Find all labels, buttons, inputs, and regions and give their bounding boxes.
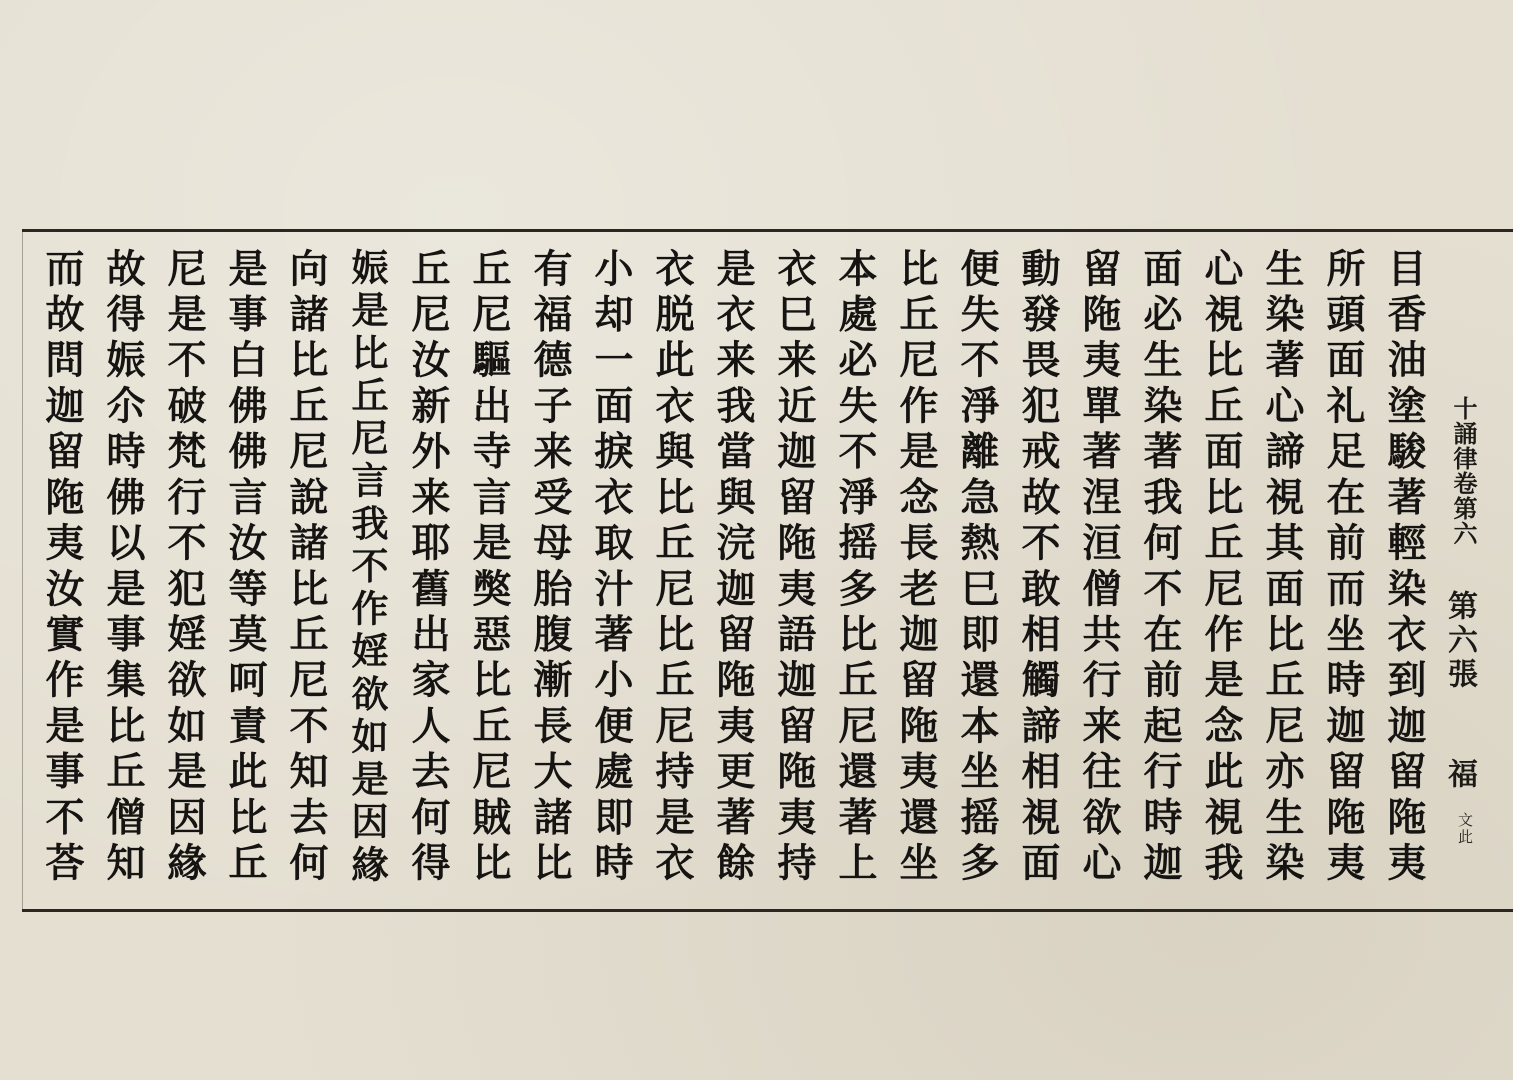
text-column: 尼是不破梵行不犯婬欲如是因緣 [161,248,207,888]
text-column: 而故問迦留陁夷汝實作是事不荅 [39,248,85,888]
text-column: 所頭面礼足在前而坐時迦留陁夷 [1320,248,1366,888]
text-column: 丘尼汝新外来耶舊出家人去何得 [405,248,451,888]
text-column: 衣脱此衣與比丘尼比丘尼持是衣 [649,248,695,888]
text-column: 心視比丘面比丘尼作是念此視我 [1198,248,1244,888]
text-column: 留陁夷單著涅洹僧共行来往欲心 [1076,248,1122,888]
text-column: 本處必失不淨摇多比丘尼還著上 [832,248,878,888]
text-column: 是事白佛佛言汝等莫呵責此比丘 [222,248,268,888]
scroll-title: 十誦律卷第六 [1449,396,1478,546]
text-column: 有福德子来受母胎腹漸長大諸比 [527,248,573,888]
carver-name: 文此 [1456,812,1474,846]
text-column: 娠是比丘尼言我不作婬欲如是因緣 [345,248,389,888]
text-column: 動發畏犯戒故不敢相觸諦相視面 [1015,248,1061,888]
text-column: 便失不淨離急熱巳即還本坐摇多 [954,248,1000,888]
top-border-rule [22,229,1513,232]
series-mark: 福 [1442,758,1477,788]
text-column: 小却一面捩衣取汁著小便處即時 [588,248,634,888]
page-number: 第六張 [1442,590,1477,692]
text-column: 丘尼驅出寺言是獘惡比丘尼賊比 [466,248,512,888]
text-column: 是衣来我當與浣迦留陁夷更著餘 [710,248,756,888]
text-column: 向諸比丘尼說諸比丘尼不知去何 [283,248,329,888]
bottom-border-rule [22,909,1513,912]
text-column: 故得娠尒時佛以是事集比丘僧知 [100,248,146,888]
left-border-rule [22,229,23,912]
text-column: 衣巳来近迦留陁夷語迦留陁夷持 [771,248,817,888]
text-column: 面必生染著我何不在前起行時迦 [1137,248,1183,888]
text-column: 比丘尼作是念長老迦留陁夷還坐 [893,248,939,888]
text-column: 目香油塗駿著輕染衣到迦留陁夷 [1381,248,1427,888]
text-column: 生染著心諦視其面比丘尼亦生染 [1259,248,1305,888]
